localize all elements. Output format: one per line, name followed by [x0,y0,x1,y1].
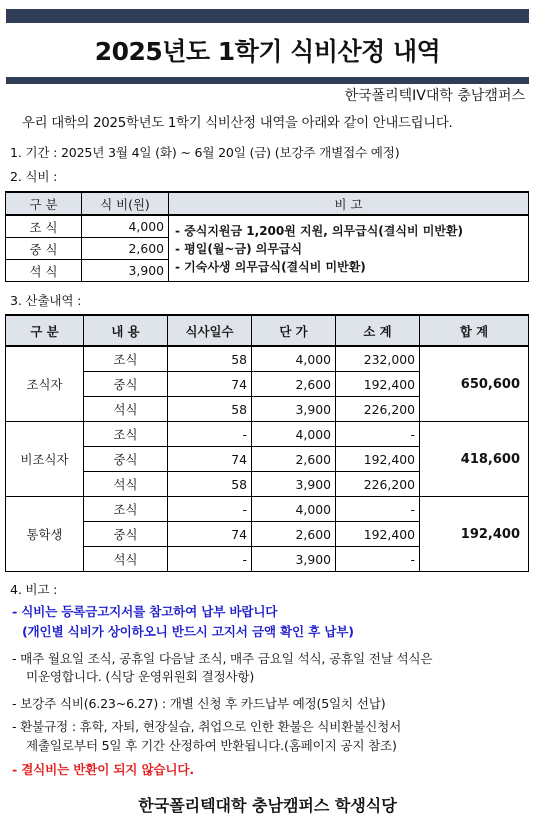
row-price: 2,600 [252,522,336,547]
row-price: 2,600 [252,447,336,472]
meal-name: 중 식 [6,238,82,260]
row-days: - [168,547,252,572]
row-item: 조식 [84,422,168,447]
table-row [6,346,529,372]
row-days: 58 [168,472,252,497]
row-item: 석식 [84,472,168,497]
org-name: 한국폴리텍IV대학 충남캠퍼스 [344,88,525,104]
row-subtotal: 226,200 [336,397,420,422]
note-schedule-detail: 미운영합니다. (식당 운영위원회 결정사항) [26,669,255,684]
note-refund: - 환불규정 : 휴학, 자퇴, 현장실습, 취업으로 인한 환불은 식비환불신청서 [12,719,402,734]
calc-table-header [6,315,529,346]
row-item: 조식 [84,346,168,372]
meal-col-price: 식 비(원) [82,192,169,215]
remark-line: - 중식지원금 1,200원 지원, 의무급식(결식비 미반환) [175,223,464,238]
meal-name: 석 식 [6,260,82,282]
calc-col-item: 내 용 [84,315,168,346]
row-days: - [168,497,252,522]
meal-price-table [5,191,529,282]
row-subtotal: - [336,497,420,522]
row-days: 74 [168,522,252,547]
row-days: - [168,422,252,447]
calc-table [5,314,529,572]
group-name: 조식자 [6,346,84,422]
note-payment-detail: (개인별 식비가 상이하오니 반드시 고지서 금액 확인 후 납부) [22,624,354,639]
row-item: 중식 [84,447,168,472]
table-row [6,215,529,238]
calc-col-days: 식사일수 [168,315,252,346]
row-price: 3,900 [252,547,336,572]
remark-line: - 평일(월~금) 의무급식 [175,241,303,256]
row-subtotal: 192,400 [336,447,420,472]
meal-col-remarks: 비 고 [169,192,529,215]
row-price: 2,600 [252,372,336,397]
row-days: 58 [168,397,252,422]
footer-cafeteria: 한국폴리텍대학 충남캠퍼스 학생식당 [138,796,397,815]
meal-name: 조 식 [6,215,82,238]
row-item: 중식 [84,372,168,397]
page-title: 2025년도 1학기 식비산정 내역 [94,37,441,66]
table-row [6,497,529,522]
meal-price: 2,600 [82,238,169,260]
row-subtotal: 192,400 [336,372,420,397]
calc-col-subtotal: 소 계 [336,315,420,346]
row-item: 중식 [84,522,168,547]
row-subtotal: 226,200 [336,472,420,497]
note-payment: - 식비는 등록금고지서를 참고하여 납부 바랍니다 [12,604,278,619]
row-item: 석식 [84,547,168,572]
calc-col-price: 단 가 [252,315,336,346]
notes-heading: 4. 비고 : [10,582,58,597]
row-item: 조식 [84,497,168,522]
title-bottom-bar [6,77,529,84]
intro-text: 우리 대학의 2025학년도 1학기 식비산정 내역을 아래와 같이 안내드립니다. [22,116,453,131]
table-row [6,422,529,447]
meal-price: 3,900 [82,260,169,282]
meal-remarks [169,215,529,282]
calc-col-category: 구 분 [6,315,84,346]
row-subtotal: - [336,422,420,447]
group-name: 통학생 [6,497,84,572]
remark-line: - 기숙사생 의무급식(결식비 미반환) [175,259,366,274]
group-total: 650,600 [420,346,529,422]
meal-price: 4,000 [82,215,169,238]
row-subtotal: 232,000 [336,346,420,372]
meal-heading: 2. 식비 : [10,169,58,184]
meal-col-category: 구 분 [6,192,82,215]
row-subtotal: - [336,547,420,572]
row-price: 4,000 [252,346,336,372]
note-makeup-week: - 보강주 식비(6.23~6.27) : 개별 신청 후 카드납부 예정(5일치 선납) [12,696,386,711]
row-price: 4,000 [252,422,336,447]
title-top-bar [6,9,529,23]
meal-table-header [6,192,529,215]
note-refund-detail: 제출일로부터 5일 후 기간 산정하여 반환됩니다.(홈페이지 공지 참조) [26,738,397,753]
calc-col-total: 합 계 [420,315,529,346]
calc-heading: 3. 산출내역 : [10,293,82,308]
row-subtotal: 192,400 [336,522,420,547]
group-total: 418,600 [420,422,529,497]
row-price: 3,900 [252,472,336,497]
note-schedule: - 매주 월요일 조식, 공휴일 다음날 조식, 매주 금요일 석식, 공휴일 전날 석식은 [12,651,433,666]
period-line: 1. 기간 : 2025년 3월 4일 (화) ~ 6월 20일 (금) (보강주 개별접수 예정) [10,145,400,160]
row-days: 74 [168,447,252,472]
row-price: 3,900 [252,397,336,422]
group-name: 비조식자 [6,422,84,497]
note-no-refund: - 결식비는 반환이 되지 않습니다. [12,762,194,777]
row-days: 58 [168,346,252,372]
row-price: 4,000 [252,497,336,522]
group-total: 192,400 [420,497,529,572]
row-days: 74 [168,372,252,397]
row-item: 석식 [84,397,168,422]
